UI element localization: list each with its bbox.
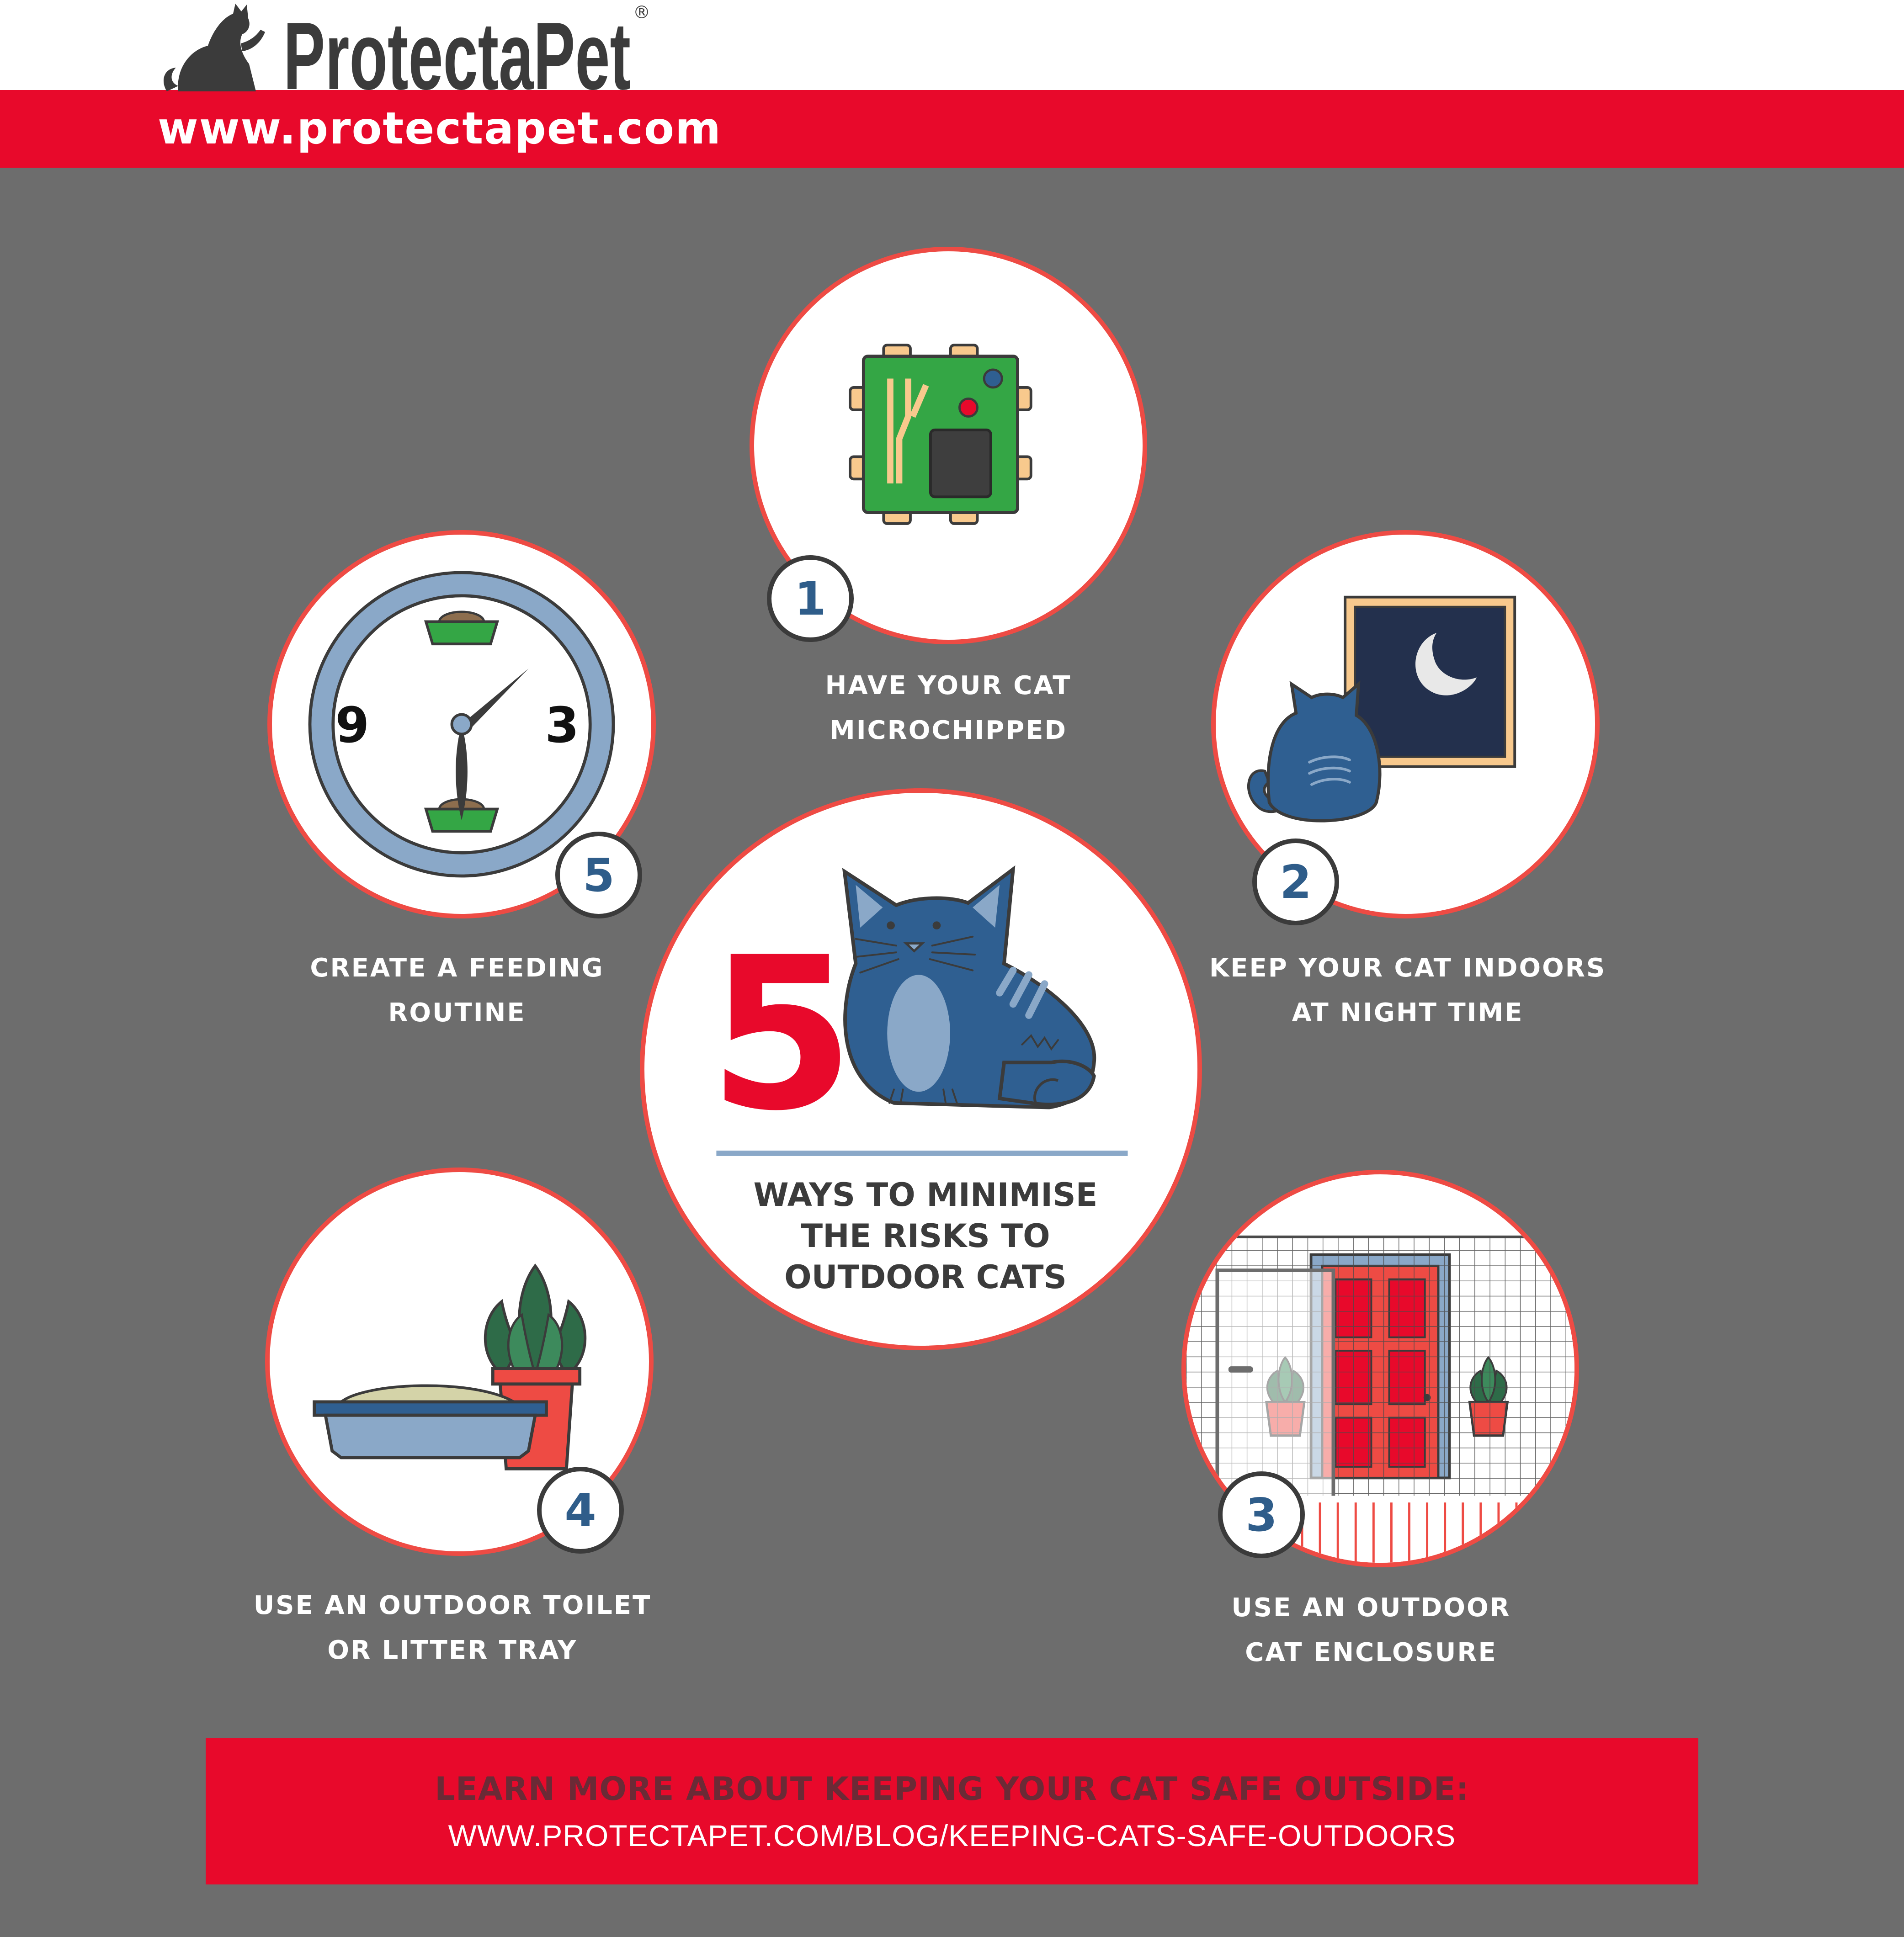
tip-3-caption: [1188, 1586, 1554, 1675]
tip-5-number-badge: 5: [555, 832, 642, 918]
tip-2-caption-line1: KEEP YOUR CAT INDOORS: [1209, 953, 1606, 983]
clock-numeral-3: 3: [545, 697, 580, 754]
tip-2-caption: [1207, 946, 1609, 1035]
tip-3-caption-line2: CAT ENCLOSURE: [1245, 1638, 1497, 1667]
tip-1-number-badge: 1: [767, 555, 854, 642]
registered-mark: ®: [633, 2, 650, 22]
tip-4-caption-line1: USE AN OUTDOOR TOILET: [253, 1591, 652, 1620]
site-url-link[interactable]: www.protectapet.com: [158, 103, 722, 154]
footer-banner: [206, 1738, 1698, 1884]
center-heading: WAYS TO MINIMISE THE RISKS TO OUTDOOR CATS: [753, 1176, 1098, 1296]
tip-1-caption: [800, 663, 1097, 753]
tip-4-caption: [247, 1583, 658, 1673]
tip-1-caption-line2: MICROCHIPPED: [829, 716, 1067, 745]
tip-4-number-badge: 4: [537, 1467, 624, 1554]
tip-3-caption-line1: USE AN OUTDOOR: [1231, 1593, 1511, 1623]
tip-5-caption-line2: ROUTINE: [388, 998, 526, 1028]
tip-2-number-badge: 2: [1252, 838, 1339, 925]
footer-blog-link[interactable]: WWW.PROTECTAPET.COM/BLOG/KEEPING-CATS-SAFE-OUTDOORS: [448, 1819, 1456, 1852]
footer-heading: LEARN MORE ABOUT KEEPING YOUR CAT SAFE OUTSIDE:: [435, 1770, 1469, 1808]
tip-2-caption-line2: AT NIGHT TIME: [1292, 998, 1524, 1028]
tip-5-caption: [274, 946, 640, 1035]
brand-logo[interactable]: [158, 0, 651, 98]
center-title-circle: [640, 788, 1202, 1350]
clock-numeral-9: 9: [335, 697, 370, 754]
big-number-five: 5: [708, 913, 855, 1157]
cat-silhouette-icon: [164, 4, 265, 91]
tip-4-caption-line2: OR LITTER TRAY: [327, 1635, 578, 1665]
brand-name: ProtectaPet: [283, 2, 631, 98]
tip-3-number-badge: 3: [1218, 1471, 1305, 1558]
tip-1-caption-line1: HAVE YOUR CAT: [825, 671, 1072, 701]
tip-5-caption-line1: CREATE A FEEDING: [310, 953, 604, 983]
